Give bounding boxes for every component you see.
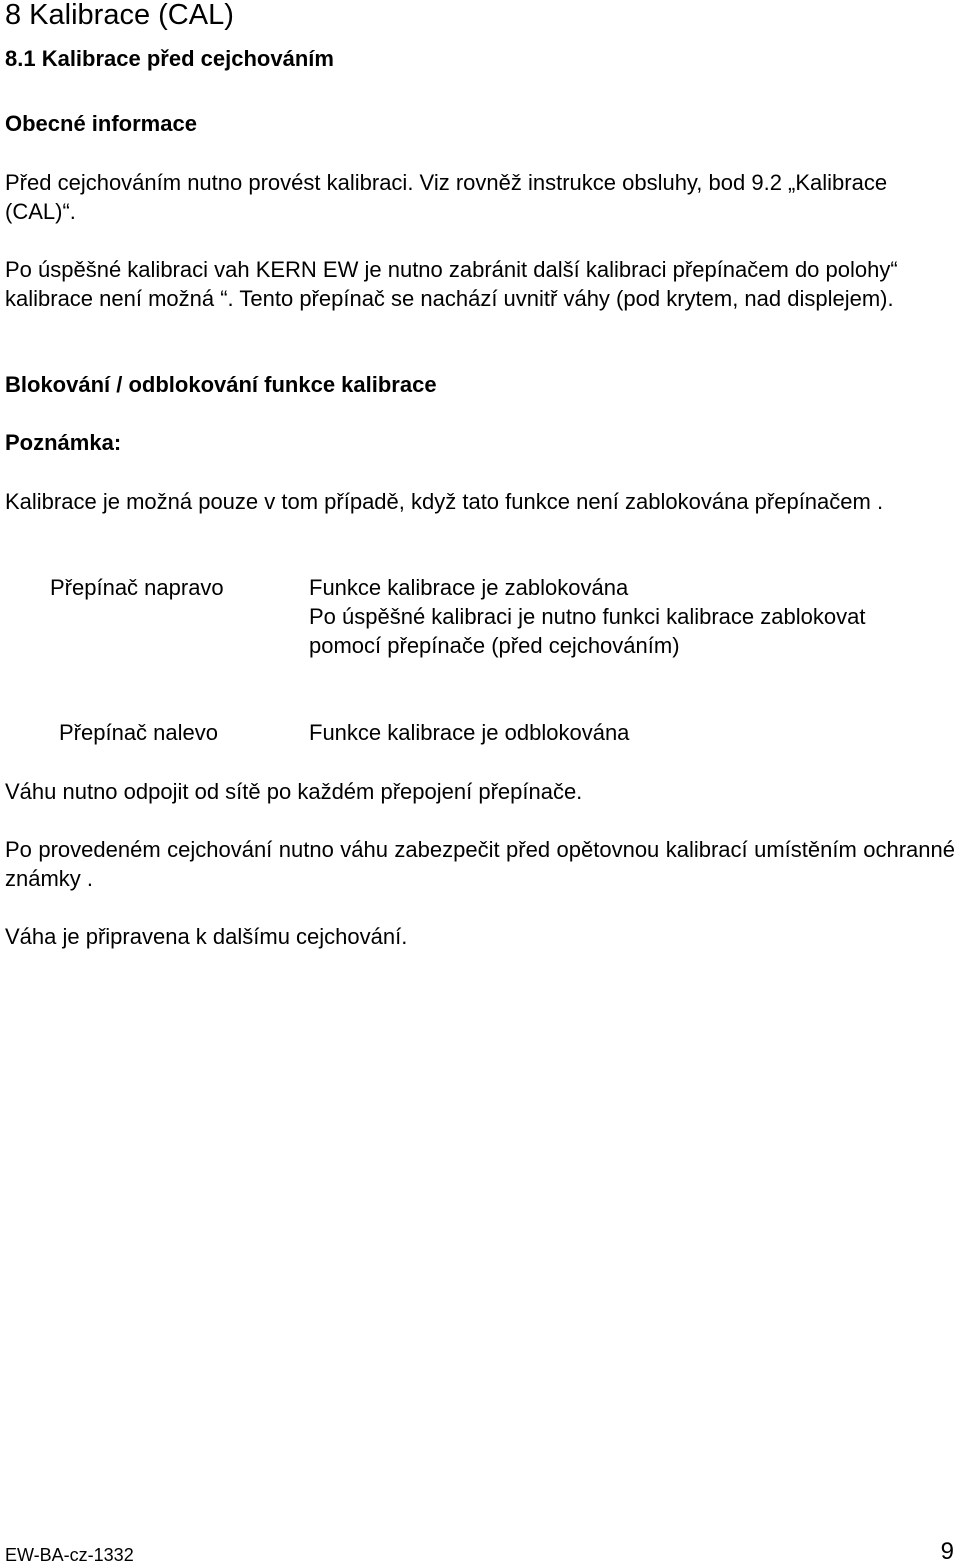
switch-left-text: Funkce kalibrace je odblokována — [309, 720, 630, 745]
switch-right-line-2: Po úspěšné kalibraci je nutno funkci kalibrace zablokovat — [309, 604, 866, 629]
footer-doc-id: EW-BA-cz-1332 — [5, 1545, 134, 1565]
switch-right-label: Přepínač napravo — [50, 575, 224, 600]
section-title: 8 Kalibrace (CAL) — [5, 0, 234, 31]
locking-heading: Blokování / odblokování funkce kalibrace — [5, 372, 437, 397]
note-text: Kalibrace je možná pouze v tom případě, když tato funkce není zablokována přepínačem . — [5, 489, 884, 514]
note-label: Poznámka: — [5, 430, 122, 455]
footer-page-number: 9 — [940, 1538, 954, 1565]
ready-statement: Váha je připravena k dalšímu cejchování. — [5, 924, 408, 949]
secure-instruction: Po provedeném cejchování nutno váhu zabezpečit před opětovnou kalibrací umístěním ochranné známky . — [5, 837, 955, 891]
switch-left-label: Přepínač nalevo — [59, 720, 218, 745]
disconnect-instruction: Váhu nutno odpojit od sítě po každém přepojení přepínače. — [5, 779, 583, 804]
subsection-title: 8.1 Kalibrace před cejchováním — [5, 46, 334, 71]
calibration-intro-paragraph: Před cejchováním nutno provést kalibraci. Viz rovněž instrukce obsluhy, bod 9.2 „Kalibrace (CAL)“. — [5, 170, 888, 224]
general-info-heading: Obecné informace — [5, 111, 197, 136]
switch-right-line-1: Funkce kalibrace je zablokována — [309, 575, 629, 600]
switch-right-line-3: pomocí přepínače (před cejchováním) — [309, 633, 680, 658]
switch-position-paragraph: Po úspěšné kalibraci vah KERN EW je nutno zabránit další kalibraci přepínačem do polohy“ kalibrace není možná “. Tento přepínač se nachází uvnitř váhy (pod krytem, nad displejem). — [5, 257, 898, 311]
